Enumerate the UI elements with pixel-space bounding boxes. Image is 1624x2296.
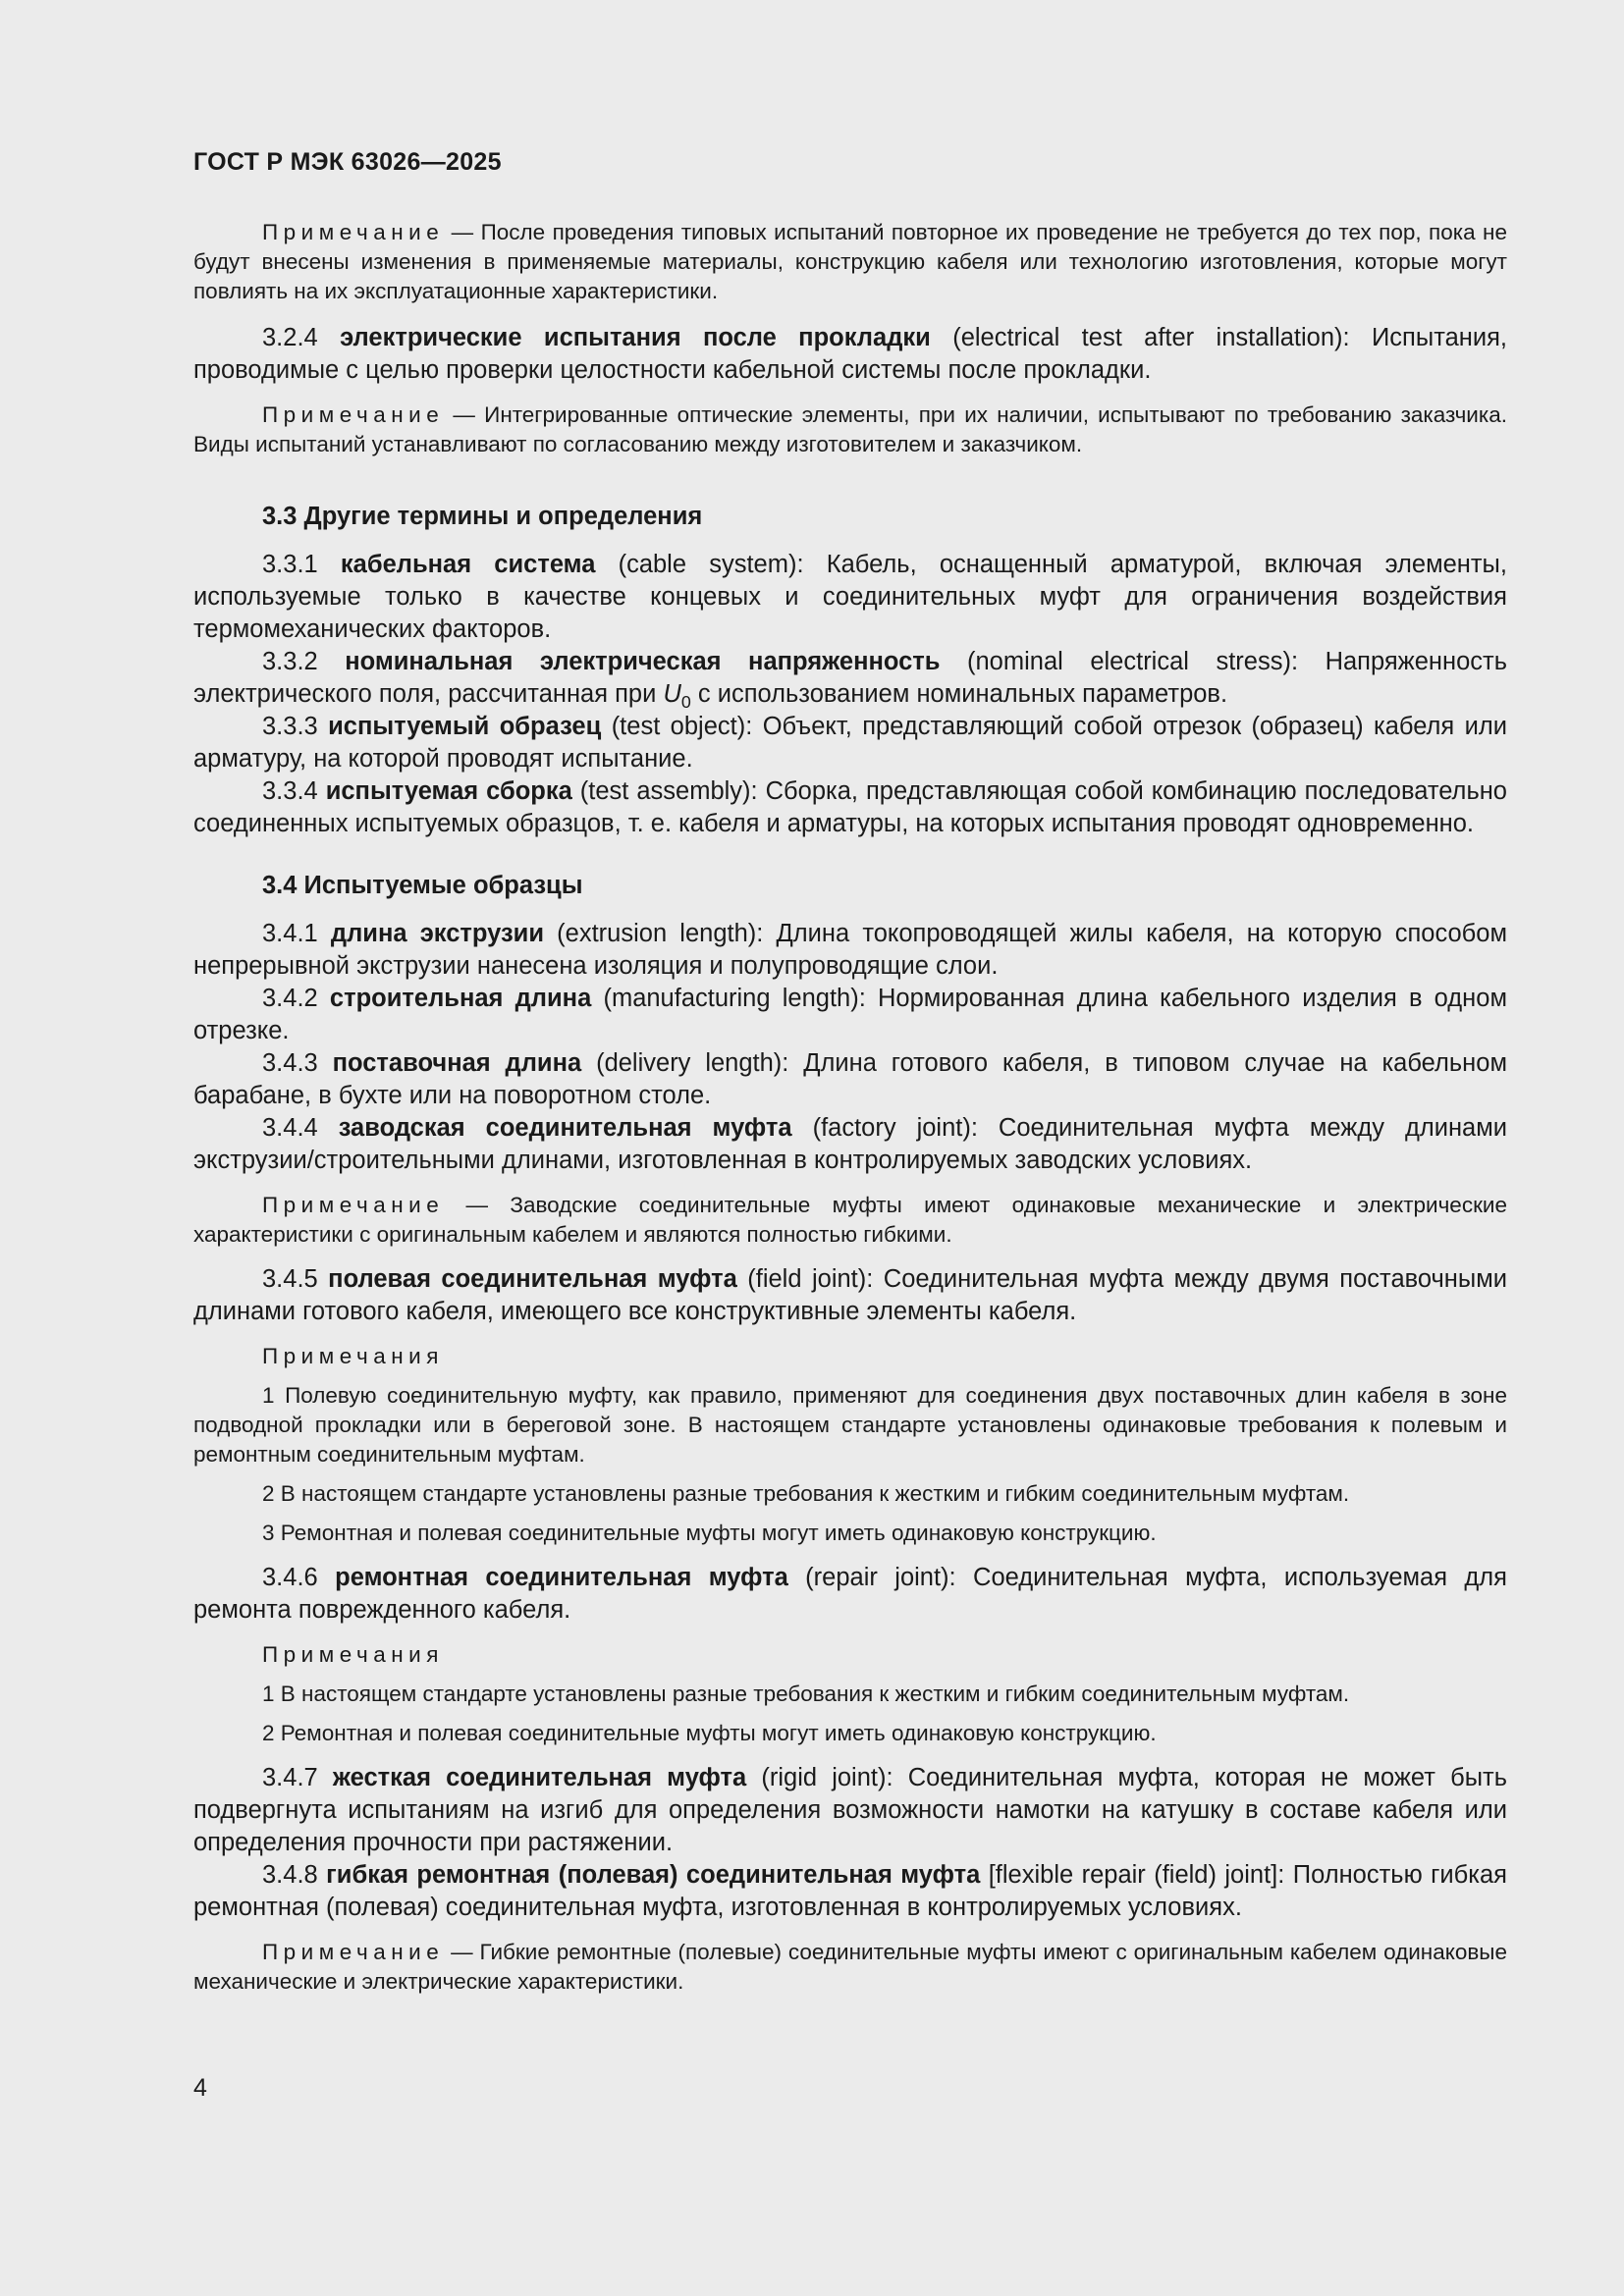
term-definition: 3.4.7 жесткая соединительная муфта (rigid joint): Соединительная муфта, которая не может быть подвергнута испытаниям на изгиб для определения возможности намотки на катушку в составе кабеля или определения прочности при растяжении. <box>193 1764 1507 1856</box>
section-title: 3.3 Другие термины и определения <box>262 503 703 530</box>
note-item: 2 В настоящем стандарте установлены разные требования к жестким и гибким соединительным муфтам. <box>262 1481 1350 1506</box>
term: строительная длина <box>329 985 592 1012</box>
page-number: 4 <box>193 2074 207 2102</box>
note-paragraph: Примечание — Интегрированные оптические элементы, при их наличии, испытывают по требованию заказчика. Виды испытаний устанавливают по согласованию между изготовителем и заказчиком. <box>193 402 1507 456</box>
note-item: 1 В настоящем стандарте установлены разные требования к жестким и гибким соединительным муфтам. <box>262 1682 1350 1706</box>
term: заводская соединительная муфта <box>338 1114 792 1142</box>
term-definition: 3.4.3 поставочная длина (delivery length): Длина готового кабеля, в типовом случае на кабельном барабане, в бухте или на поворотном столе. <box>193 1049 1507 1109</box>
term-definition: 3.4.2 строительная длина (manufacturing length): Нормированная длина кабельного изделия в одном отрезке. <box>193 985 1507 1044</box>
symbol: U <box>663 680 681 708</box>
note-item: 2 Ремонтная и полевая соединительные муфты могут иметь одинаковую конструкцию. <box>262 1721 1157 1745</box>
note-paragraph: Примечание — После проведения типовых испытаний повторное их проведение не требуется до тех пор, пока не будут внесены изменения в применяемые материалы, конструкцию кабеля или технологию изготовления, которые могут повлиять на их эксплуатационные характеристики. <box>193 220 1507 303</box>
note-label: Примечание <box>262 220 445 244</box>
term-definition: 3.3.1 кабельная система (cable system): Кабель, оснащенный арматурой, включая элементы, используемые только в качестве концевых и соединительных муфт для ограничения воздействия термомеханических факторов. <box>193 551 1507 643</box>
note-label: Примечание <box>262 1940 445 1964</box>
term: электрические испытания после прокладки <box>340 324 931 351</box>
term: жесткая соединительная муфта <box>332 1764 747 1791</box>
note-paragraph: Примечание — Гибкие ремонтные (полевые) соединительные муфты имеют с оригинальным кабелем одинаковые механические и электрические характеристики. <box>193 1940 1507 1994</box>
term-definition: 3.4.8 гибкая ремонтная (полевая) соединительная муфта [flexible repair (field) joint]: Полностью гибкая ремонтная (полевая) соединительная муфта, изготовленная в контролируемых условиях. <box>193 1861 1507 1921</box>
term: полевая соединительная муфта <box>328 1265 737 1293</box>
term-definition: 3.4.6 ремонтная соединительная муфта (repair joint): Соединительная муфта, используемая для ремонта поврежденного кабеля. <box>193 1564 1507 1624</box>
term-definition: 3.4.1 длина экструзии (extrusion length): Длина токопроводящей жилы кабеля, на которую способом непрерывной экструзии нанесена изоляция и полупроводящие слои. <box>193 920 1507 980</box>
term: кабельная система <box>340 551 596 578</box>
note-paragraph: Примечание — Заводские соединительные муфты имеют одинаковые механические и электрические характеристики с оригинальным кабелем и являются полностью гибкими. <box>193 1193 1507 1247</box>
page-content <box>193 148 1507 1997</box>
note-label: Примечание <box>262 1193 445 1217</box>
term: гибкая ремонтная (полевая) соединительная муфта <box>326 1861 981 1889</box>
term-definition: 3.3.3 испытуемый образец (test object): Объект, представляющий собой отрезок (образец) кабеля или арматуру, на которой проводят испытание. <box>193 713 1507 773</box>
term: испытуемая сборка <box>325 777 572 805</box>
section-title: 3.4 Испытуемые образцы <box>262 872 583 899</box>
term: поставочная длина <box>332 1049 582 1077</box>
term-definition: 3.3.4 испытуемая сборка (test assembly): Сборка, представляющая собой комбинацию последовательно соединенных испытуемых образцов, т. е. кабеля и арматуры, на которых испытания проводят одновременно. <box>193 777 1507 837</box>
term-definition: 3.2.4 электрические испытания после прокладки (electrical test after installation): Испытания, проводимые с целью проверки целостности кабельной системы после прокладки. <box>193 324 1507 384</box>
term: испытуемый образец <box>328 713 602 740</box>
notes-heading: Примечания <box>262 1344 444 1368</box>
term: ремонтная соединительная муфта <box>335 1564 788 1591</box>
note-item: 1 Полевую соединительную муфту, как правило, применяют для соединения двух поставочных длин кабеля в зоне подводной прокладки или в береговой зоне. В настоящем стандарте установлены одинаковые требования к полевым и ремонтным соединительным муфтам. <box>193 1383 1507 1467</box>
term-definition: 3.4.4 заводская соединительная муфта (factory joint): Соединительная муфта между длинами экструзии/строительными длинами, изготовленная в контролируемых заводских условиях. <box>193 1114 1507 1174</box>
note-label: Примечание <box>262 402 445 427</box>
term-definition: 3.3.2 номинальная электрическая напряженность (nominal electrical stress): Напряженность электрического поля, рассчитанная при $U_0$ с использованием номинальных параметров. <box>193 648 1507 713</box>
term-definition: 3.4.5 полевая соединительная муфта (field joint): Соединительная муфта между двумя поставочными длинами готового кабеля, имеющего все конструктивные элементы кабеля. <box>193 1265 1507 1325</box>
term: длина экструзии <box>330 920 544 947</box>
document-header: ГОСТ Р МЭК 63026—2025 <box>193 148 502 176</box>
term: номинальная электрическая напряженность <box>345 648 941 675</box>
note-item: 3 Ремонтная и полевая соединительные муфты могут иметь одинаковую конструкцию. <box>262 1521 1157 1545</box>
notes-heading: Примечания <box>262 1642 444 1667</box>
